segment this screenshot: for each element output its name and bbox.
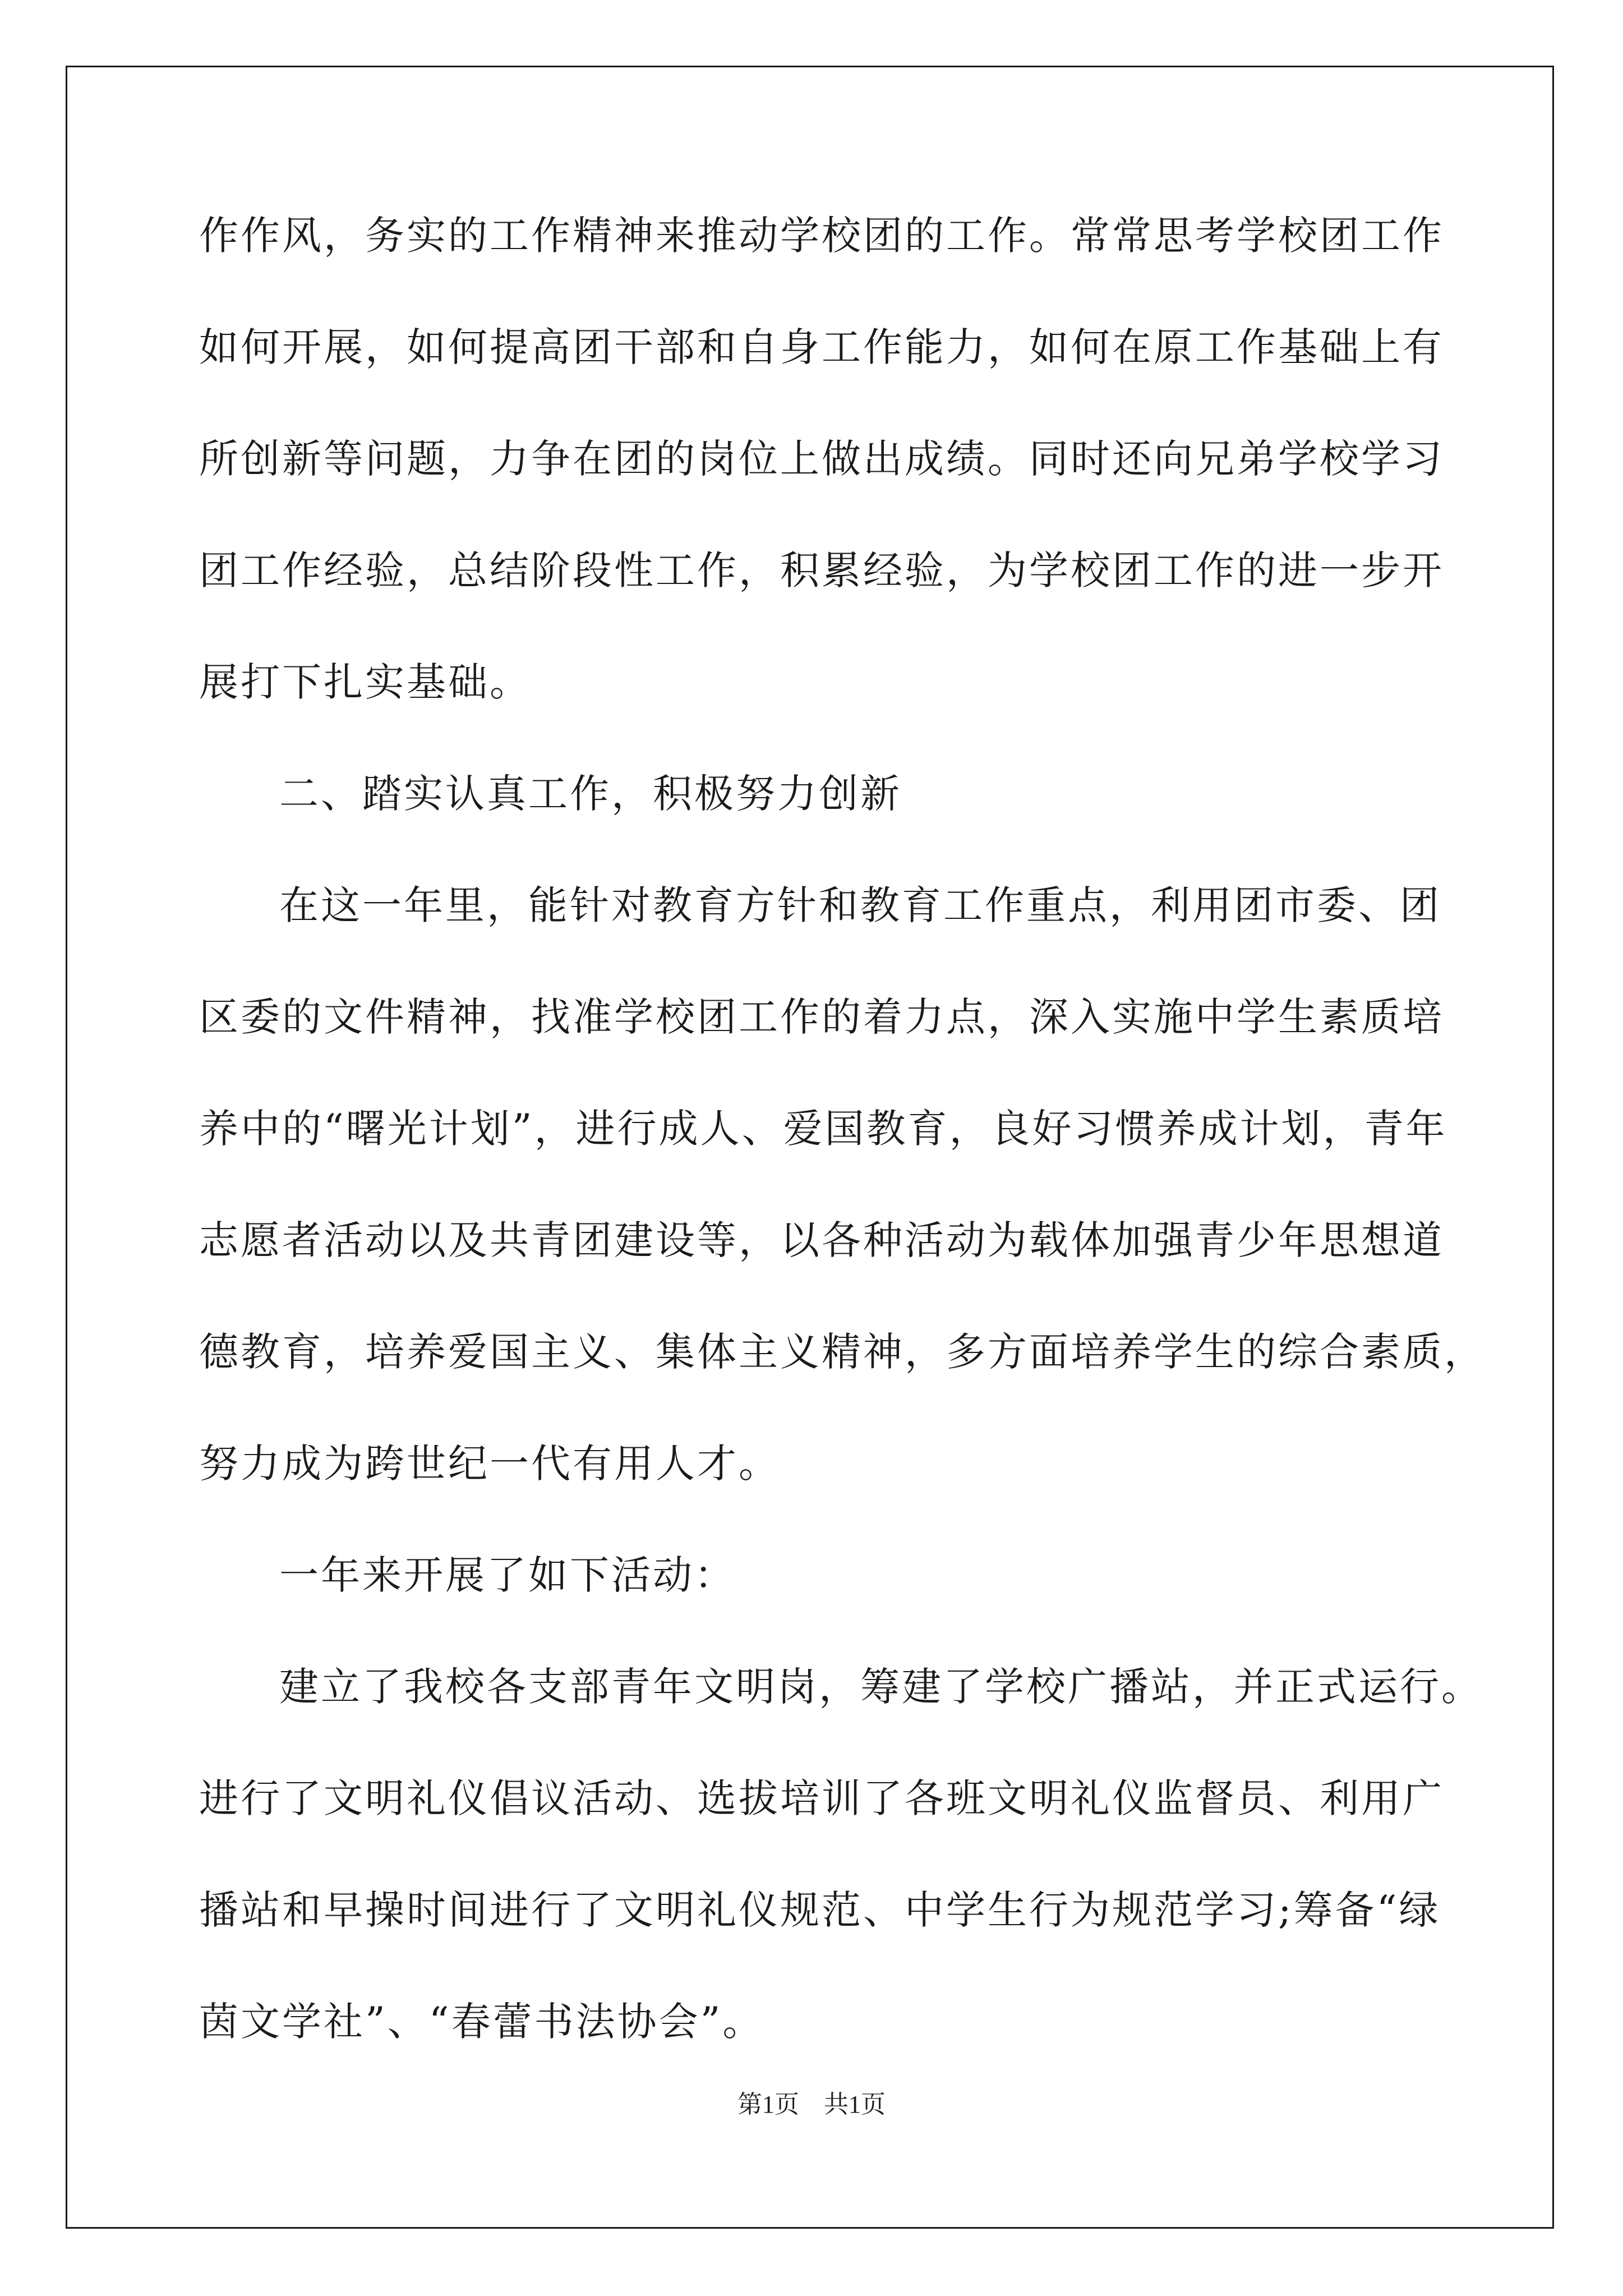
text-line: 团工作经验，总结阶段性工作，积累经验，为学校团工作的进一步开 bbox=[199, 547, 1444, 593]
text-line: 养中的“曙光计划”，进行成人、爱国教育，良好习惯养成计划，青年 bbox=[199, 1106, 1447, 1152]
text-line: 区委的文件精神，找准学校团工作的着力点，深入实施中学生素质培 bbox=[199, 994, 1444, 1040]
text-line: 茵文学社”、“春蕾书法协会”。 bbox=[199, 1999, 764, 2045]
text-line: 志愿者活动以及共青团建设等，以各种活动为载体加强青少年思想道 bbox=[199, 1217, 1444, 1263]
text-line: 作作风，务实的工作精神来推动学校团的工作。常常思考学校团工作 bbox=[199, 213, 1444, 259]
text-line: 在这一年里，能针对教育方针和教育工作重点，利用团市委、团 bbox=[279, 882, 1441, 928]
document-body bbox=[199, 208, 1486, 2105]
text-line: 如何开展，如何提高团干部和自身工作能力，如何在原工作基础上有 bbox=[199, 324, 1444, 370]
text-line: 进行了文明礼仪倡议活动、选拔培训了各班文明礼仪监督员、利用广 bbox=[199, 1775, 1444, 1821]
text-line: 一年来开展了如下活动： bbox=[279, 1552, 736, 1598]
page-number-footer: 第1页 共1页 bbox=[737, 2091, 886, 2118]
text-line: 建立了我校各支部青年文明岗，筹建了学校广播站，并正式运行。 bbox=[279, 1664, 1483, 1710]
text-line: 努力成为跨世纪一代有用人才。 bbox=[199, 1441, 780, 1487]
text-line: 播站和早操时间进行了文明礼仪规范、中学生行为规范学习;筹备“绿 bbox=[199, 1887, 1441, 1933]
text-line: 展打下扎实基础。 bbox=[199, 659, 531, 705]
section-heading: 二、踏实认真工作，积极努力创新 bbox=[279, 771, 902, 817]
text-line: 德教育，培养爱国主义、集体主义精神，多方面培养学生的综合素质， bbox=[199, 1329, 1486, 1375]
text-line: 所创新等问题，力争在团的岗位上做出成绩。同时还向兄弟学校学习 bbox=[199, 436, 1444, 482]
